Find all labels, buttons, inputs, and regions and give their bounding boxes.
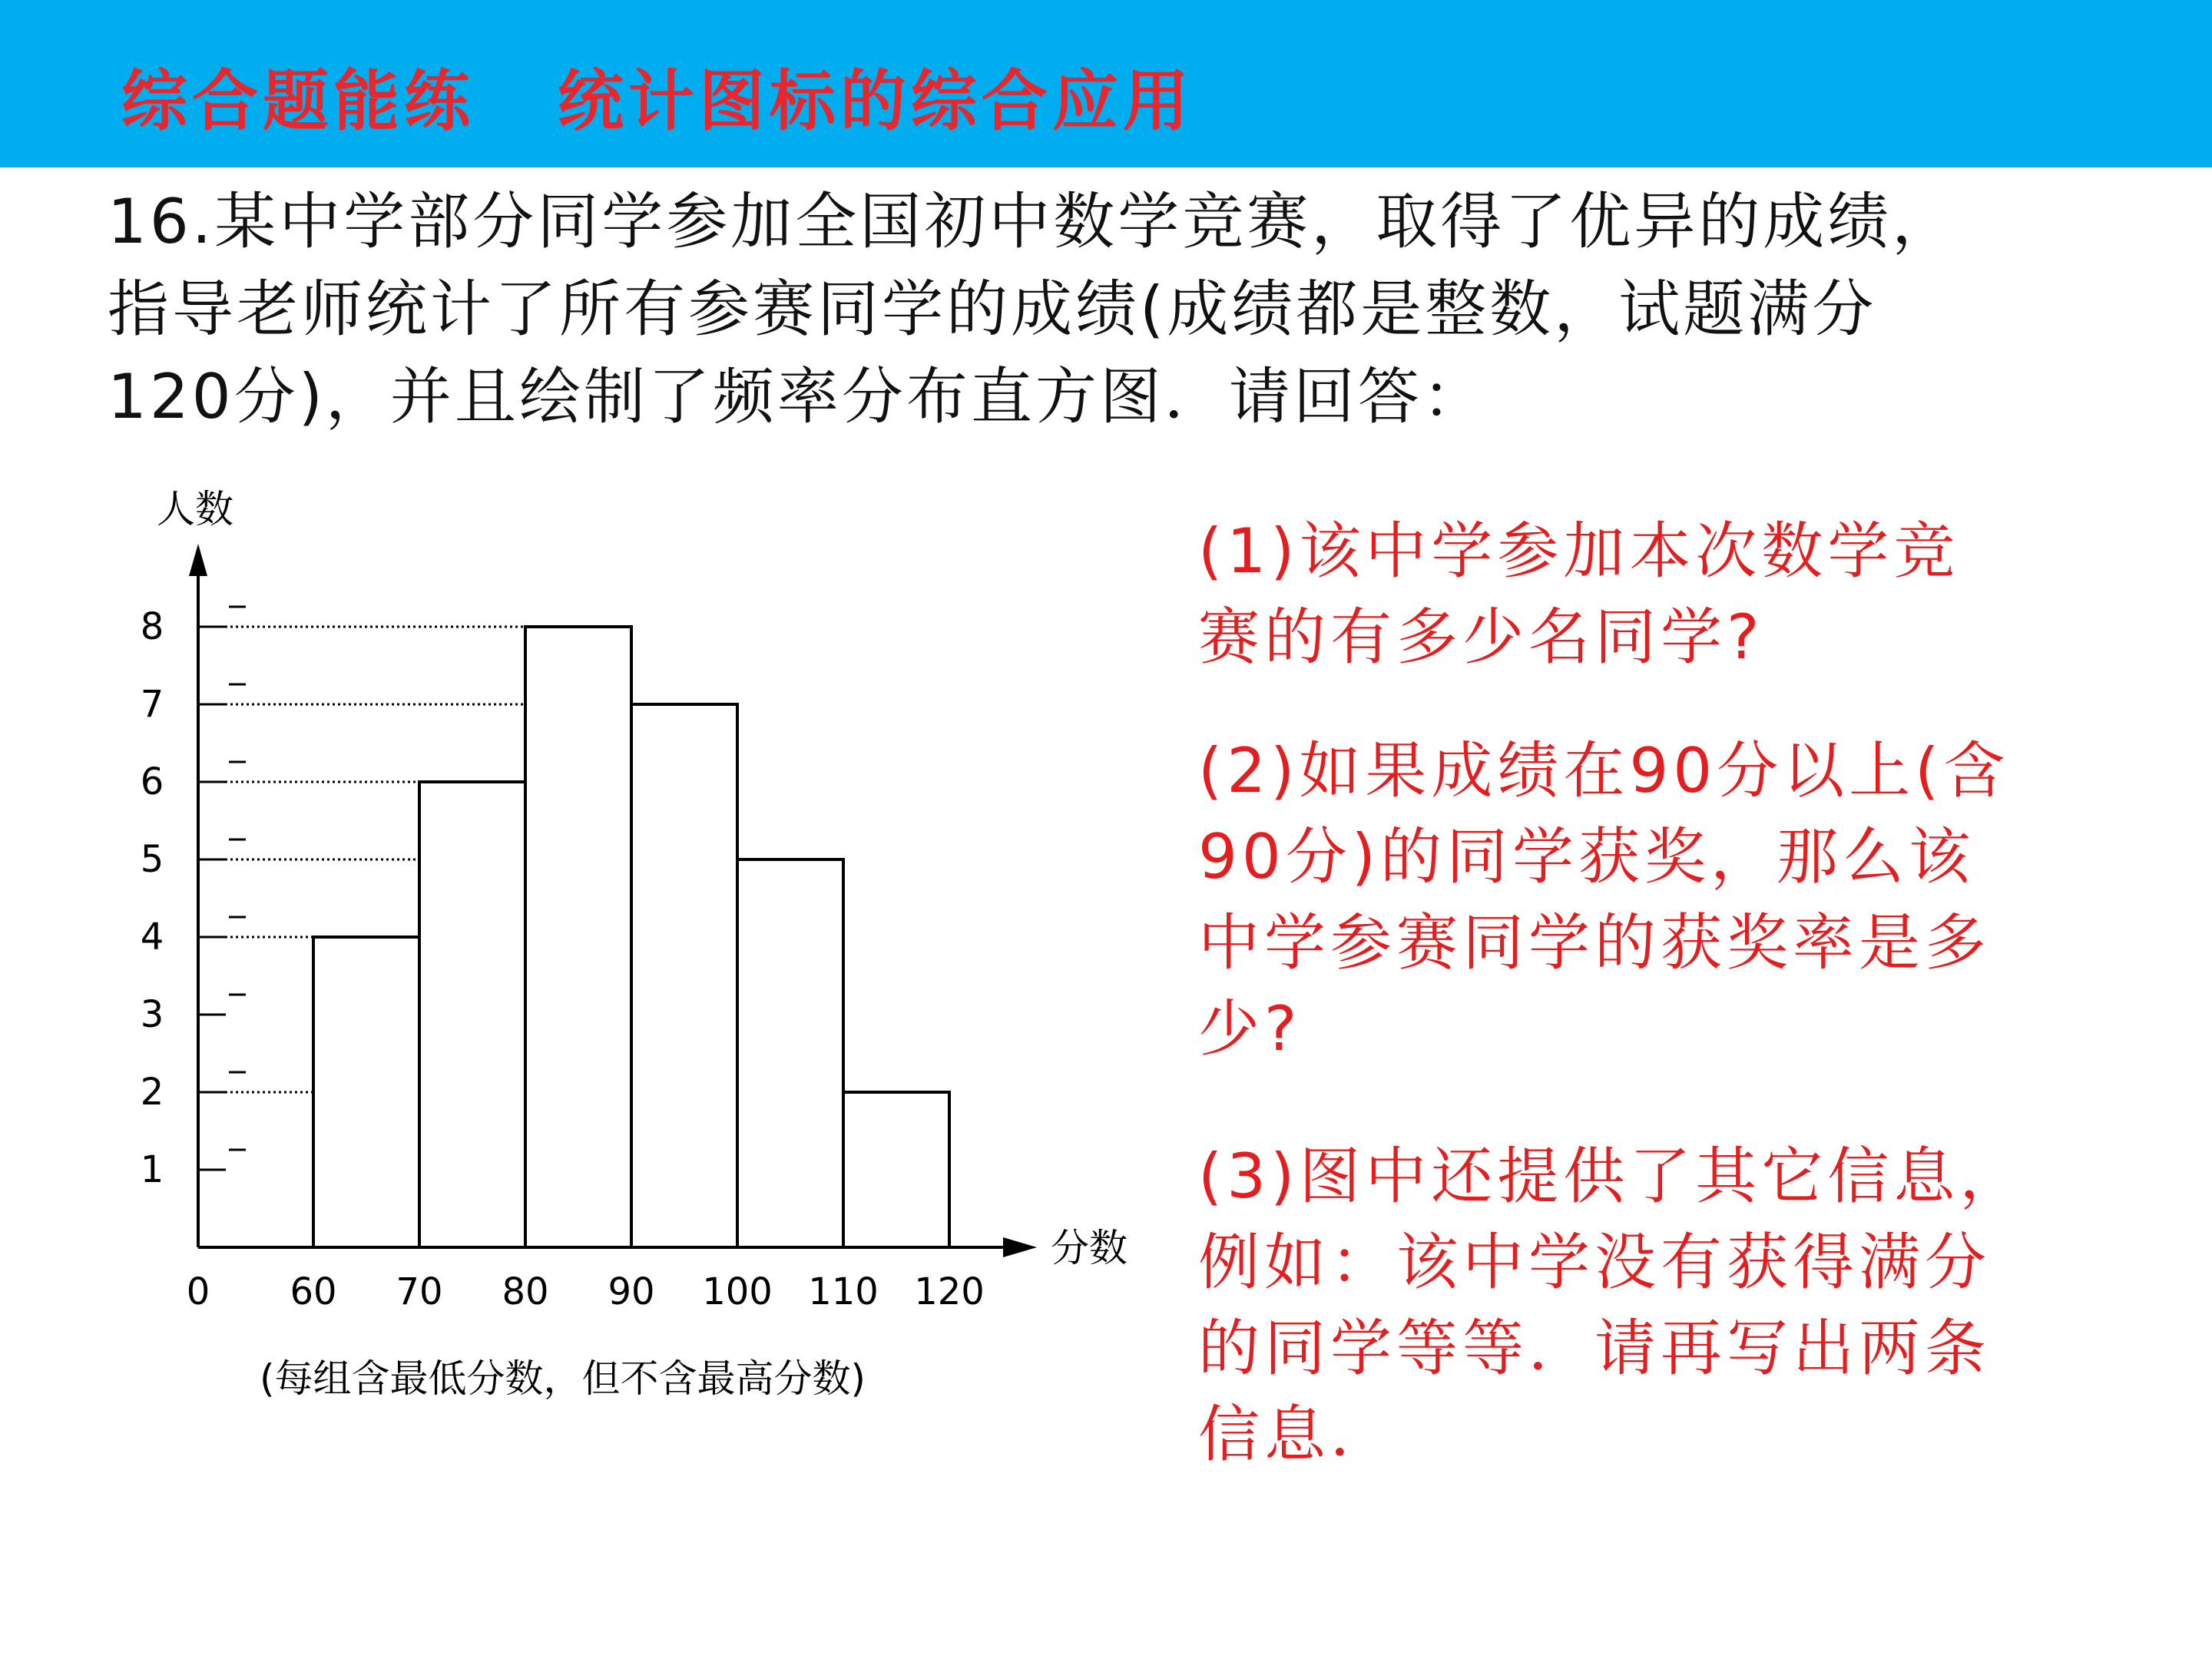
histogram-bar [525, 627, 631, 1247]
y-tick-label: 8 [140, 605, 164, 648]
y-tick-label: 1 [140, 1148, 164, 1191]
subquestion-line: 90分)的同学获奖，那么该 [1198, 821, 1975, 892]
question-line: 指导老师统计了所有参赛同学的成绩(成绩都是整数，试题满分 [108, 273, 1877, 345]
x-tick-label: 70 [396, 1270, 443, 1313]
subquestion-line: 赛的有多少名同学? [1198, 601, 1764, 673]
y-axis-arrow [189, 544, 207, 576]
bars [313, 627, 949, 1247]
subquestion-3 [1198, 1134, 2025, 1478]
y-ticks [141, 605, 246, 1191]
subquestion-2 [1198, 728, 2009, 1072]
subquestion-1 [1198, 508, 1959, 680]
histogram-bar [313, 937, 419, 1247]
x-ticks [187, 1270, 985, 1313]
subquestion-line: 的同学等等．请再写出两条 [1198, 1313, 1991, 1384]
x-tick-label: 80 [502, 1270, 549, 1313]
x-axis-label: 分数 [1051, 1226, 1128, 1270]
question-line: 120分)，并且绘制了频率分布直方图．请回答： [108, 361, 1487, 432]
y-tick-label: 4 [140, 916, 164, 959]
y-tick-label: 5 [140, 838, 164, 881]
subquestion-line: 例如：该中学没有获得满分 [1198, 1227, 1991, 1298]
histogram-bar [843, 1092, 949, 1247]
question-line: 16.某中学部分同学参加全国初中数学竞赛，取得了优异的成绩， [108, 186, 1957, 257]
chart-note: (每组含最低分数，但不含最高分数) [260, 1356, 866, 1401]
y-tick-label: 3 [140, 993, 164, 1036]
subquestion-line: (3)图中还提供了其它信息， [1198, 1141, 2026, 1212]
histogram-bar [737, 859, 843, 1247]
y-tick-label: 7 [140, 683, 164, 726]
x-tick-label: 120 [914, 1270, 985, 1313]
histogram-chart [0, 461, 1167, 1421]
histogram-bar [631, 704, 737, 1247]
x-tick-label: 0 [186, 1270, 210, 1313]
x-tick-label: 100 [702, 1270, 773, 1313]
subquestion-line: 少? [1198, 993, 1302, 1065]
x-axis-arrow [1003, 1237, 1037, 1257]
header-bar [0, 0, 2212, 167]
subquestion-line: 中学参赛同学的获奖率是多 [1198, 907, 1991, 979]
subquestion-line: (2)如果成绩在90分以上(含 [1198, 735, 2010, 806]
histogram-bar [419, 782, 525, 1247]
x-tick-label: 90 [608, 1270, 655, 1313]
y-axis-label: 人数 [157, 487, 233, 531]
header-title: 综合题能练 统计图标的综合应用 [121, 62, 1194, 140]
x-tick-label: 110 [808, 1270, 879, 1313]
y-tick-label: 6 [140, 760, 164, 803]
question-text [108, 178, 2197, 441]
y-tick-label: 2 [140, 1071, 164, 1114]
x-tick-label: 60 [290, 1270, 337, 1313]
subquestion-line: 信息． [1198, 1399, 1396, 1470]
subquestion-line: (1)该中学参加本次数学竞 [1198, 515, 1960, 587]
